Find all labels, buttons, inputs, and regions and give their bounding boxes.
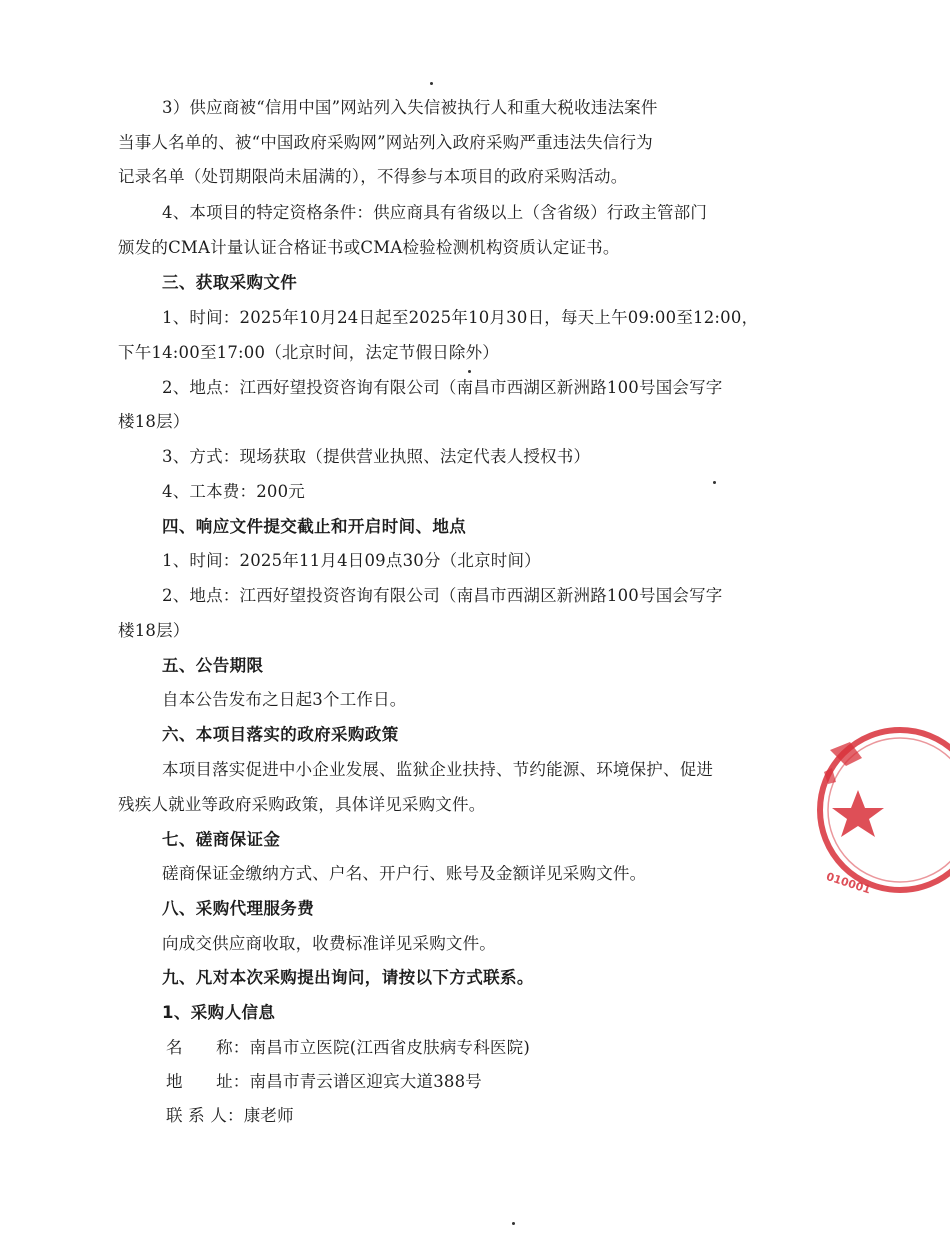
official-seal-stamp <box>810 720 950 920</box>
contact-person-value: 康老师 <box>243 1106 294 1125</box>
section-5-body: 自本公告发布之日起3个工作日。 <box>162 690 407 709</box>
para-3-line-2 <box>118 132 744 154</box>
section-3-time-line-1: 1、时间：2025年10月24日起至2025年10月30日，每天上午09:00至12:00， <box>162 308 759 327</box>
contact-person-label: 联 系 人： <box>166 1106 244 1125</box>
section-4-time: 1、时间：2025年11月4日09点30分（北京时间） <box>162 551 541 570</box>
section-6-body-line-2: 残疾人就业等政府采购政策，具体详见采购文件。 <box>118 795 486 814</box>
seal-code-text: 010001 <box>824 869 873 897</box>
section-8-title: 八、采购代理服务费 <box>162 899 315 918</box>
contact-person-row <box>166 1105 294 1127</box>
section-4-place-line-1: 2、地点：江西好望投资咨询有限公司（南昌市西湖区新洲路100号国会写字 <box>162 586 723 605</box>
para-3-text-1: 3）供应商被“信用中国”网站列入失信被执行人和重大税收违法案件 <box>162 98 658 117</box>
section-3-fee: 4、工本费：200元 <box>162 482 305 501</box>
section-7-title: 七、磋商保证金 <box>162 830 281 849</box>
contact-name-label: 名 称： <box>166 1038 250 1057</box>
section-5-title: 五、公告期限 <box>162 656 264 675</box>
contact-address-value: 南昌市青云谱区迎宾大道388号 <box>249 1072 482 1091</box>
section-4-place-line-2: 楼18层） <box>118 621 190 640</box>
scan-speck <box>468 370 471 373</box>
section-3-time-line-2: 下午14:00至17:00（北京时间，法定节假日除外） <box>118 343 500 362</box>
para-3-line-3: 记录名单（处罚期限尚未届满的），不得参与本项目的政府采购活动。 <box>118 167 628 186</box>
section-6-title: 六、本项目落实的政府采购政策 <box>162 725 399 744</box>
section-7-body: 磋商保证金缴纳方式、户名、开户行、账号及金额详见采购文件。 <box>162 864 647 883</box>
section-3-place-line-2: 楼18层） <box>118 412 190 431</box>
section-8-body: 向成交供应商收取，收费标准详见采购文件。 <box>162 934 496 953</box>
scan-speck <box>512 1222 515 1225</box>
section-3-title: 三、获取采购文件 <box>162 273 298 292</box>
para-3-line-1 <box>162 97 787 119</box>
para-4-line-1: 4、本项目的特定资格条件：供应商具有省级以上（含省级）行政主管部门 <box>162 203 708 222</box>
section-6-body-line-1: 本项目落实促进中小企业发展、监狱企业扶持、节约能源、环境保护、促进 <box>162 760 714 779</box>
section-3-place-line-1: 2、地点：江西好望投资咨询有限公司（南昌市西湖区新洲路100号国会写字 <box>162 378 723 397</box>
section-4-title: 四、响应文件提交截止和开启时间、地点 <box>162 517 467 536</box>
contact-name-row <box>166 1037 530 1059</box>
para-3-text-2: 当事人名单的、被“中国政府采购网”网站列入政府采购严重违法失信行为 <box>118 133 653 152</box>
scan-speck <box>713 481 716 484</box>
section-9-subtitle: 1、采购人信息 <box>162 1003 276 1022</box>
contact-address-label: 地 址： <box>166 1072 250 1091</box>
section-9-title: 九、凡对本次采购提出询问，请按以下方式联系。 <box>162 968 534 987</box>
scan-speck <box>430 82 433 85</box>
contact-address-row <box>166 1071 482 1093</box>
contact-name-value: 南昌市立医院(江西省皮肤病专科医院) <box>249 1038 530 1057</box>
para-4-line-2: 颁发的CMA计量认证合格证书或CMA检验检测机构资质认定证书。 <box>118 238 620 257</box>
section-3-method: 3、方式：现场获取（提供营业执照、法定代表人授权书） <box>162 447 591 466</box>
